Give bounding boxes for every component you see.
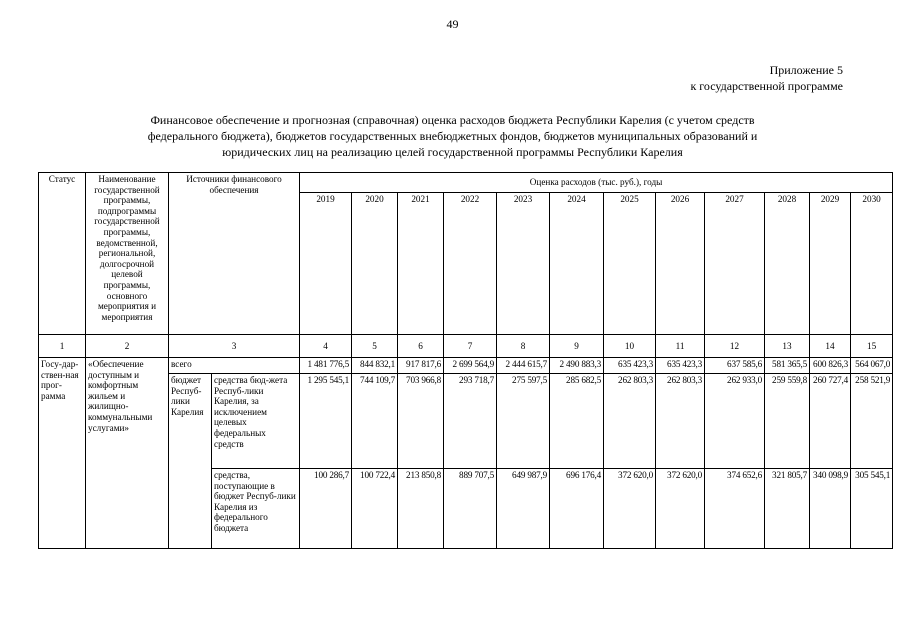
column-number-row xyxy=(39,335,893,358)
table-cell: 649 987,9 xyxy=(497,469,550,549)
table-cell: 100 286,7 xyxy=(300,469,352,549)
table-cell: 372 620,0 xyxy=(656,469,705,549)
table-cell: 321 805,7 xyxy=(765,469,810,549)
table-cell: 600 826,3 xyxy=(810,358,851,374)
table-cell: 889 707,5 xyxy=(444,469,497,549)
table-cell: 213 850,8 xyxy=(398,469,444,549)
table-cell: 285 682,5 xyxy=(550,374,604,469)
header-sources: Источники финансового обеспечения xyxy=(169,173,300,335)
year-2028: 2028 xyxy=(765,193,810,335)
table-cell: 258 521,9 xyxy=(851,374,893,469)
title-line-2: федерального бюджета), бюджетов государственных внебюджетных фондов, бюджетов муниципальных образований и xyxy=(147,129,758,143)
table-cell: 305 545,1 xyxy=(851,469,893,549)
header-estimate: Оценка расходов (тыс. руб.), годы xyxy=(300,173,893,193)
col-number: 9 xyxy=(550,335,604,358)
year-2024: 2024 xyxy=(550,193,604,335)
table-cell: 1 481 776,5 xyxy=(300,358,352,374)
table-cell: 564 067,0 xyxy=(851,358,893,374)
table-cell: 2 490 883,3 xyxy=(550,358,604,374)
table-cell: 262 803,3 xyxy=(656,374,705,469)
appendix-caption xyxy=(690,62,843,94)
year-2022: 2022 xyxy=(444,193,497,335)
table-cell: 2 444 615,7 xyxy=(497,358,550,374)
table-cell: 2 699 564,9 xyxy=(444,358,497,374)
table-cell: 635 423,3 xyxy=(656,358,705,374)
header-name: Наименование государственной программы, подпрограммы государственной программы, ведомственной, региональной, долгосрочной целевой программы, основного мероприятия и мероприятия xyxy=(86,173,169,335)
year-2027: 2027 xyxy=(705,193,765,335)
table-cell: 744 109,7 xyxy=(352,374,398,469)
table-row-total xyxy=(39,358,893,374)
document-title xyxy=(62,112,843,160)
col-number: 14 xyxy=(810,335,851,358)
header-status: Статус xyxy=(39,173,86,335)
table-cell: 340 098,9 xyxy=(810,469,851,549)
table-cell: 581 365,5 xyxy=(765,358,810,374)
table-cell: 275 597,5 xyxy=(497,374,550,469)
table-cell: 1 295 545,1 xyxy=(300,374,352,469)
table-cell: 262 803,3 xyxy=(604,374,656,469)
header-row xyxy=(39,173,893,193)
table-cell: 262 933,0 xyxy=(705,374,765,469)
own-funds-label: средства бюд-жета Респуб-лики Карелия, за исключением целевых федеральных средств xyxy=(212,374,300,469)
budget-label: бюджет Респуб-лики Карелия xyxy=(169,374,212,549)
table-cell: 259 559,8 xyxy=(765,374,810,469)
col-number: 11 xyxy=(656,335,705,358)
page-number: 49 xyxy=(446,17,459,31)
table-cell: 703 966,8 xyxy=(398,374,444,469)
col-number: 13 xyxy=(765,335,810,358)
year-2020: 2020 xyxy=(352,193,398,335)
program-name-cell: «Обеспечение доступным и комфортным жильем и жилищно-коммунальными услугами» xyxy=(86,358,169,549)
table-cell: 260 727,4 xyxy=(810,374,851,469)
year-2025: 2025 xyxy=(604,193,656,335)
table-cell: 372 620,0 xyxy=(604,469,656,549)
col-number: 5 xyxy=(352,335,398,358)
table-cell: 637 585,6 xyxy=(705,358,765,374)
year-2021: 2021 xyxy=(398,193,444,335)
year-2030: 2030 xyxy=(851,193,893,335)
col-number: 15 xyxy=(851,335,893,358)
table-cell: 635 423,3 xyxy=(604,358,656,374)
table-cell: 917 817,6 xyxy=(398,358,444,374)
col-number: 10 xyxy=(604,335,656,358)
year-2029: 2029 xyxy=(810,193,851,335)
table-cell: 100 722,4 xyxy=(352,469,398,549)
col-number: 4 xyxy=(300,335,352,358)
appendix-line-2: к государственной программе xyxy=(690,79,843,93)
total-label: всего xyxy=(169,358,300,374)
table-cell: 374 652,6 xyxy=(705,469,765,549)
federal-funds-label: средства, поступающие в бюджет Респуб-лики Карелия из федерального бюджета xyxy=(212,469,300,549)
year-2023: 2023 xyxy=(497,193,550,335)
status-cell: Госу-дар-ствен-ная прог-рамма xyxy=(39,358,86,549)
col-number: 2 xyxy=(86,335,169,358)
col-number: 12 xyxy=(705,335,765,358)
title-line-3: юридических лиц на реализацию целей государственной программы Республики Карелия xyxy=(222,145,683,159)
table-cell: 844 832,1 xyxy=(352,358,398,374)
year-2026: 2026 xyxy=(656,193,705,335)
appendix-line-1: Приложение 5 xyxy=(769,63,843,77)
col-number: 8 xyxy=(497,335,550,358)
finance-table xyxy=(38,172,893,549)
title-line-1: Финансовое обеспечение и прогнозная (справочная) оценка расходов бюджета Республики Карелия (с учетом средств xyxy=(150,113,755,127)
table-cell: 696 176,4 xyxy=(550,469,604,549)
col-number: 7 xyxy=(444,335,497,358)
year-2019: 2019 xyxy=(300,193,352,335)
col-number: 6 xyxy=(398,335,444,358)
col-number: 1 xyxy=(39,335,86,358)
table-cell: 293 718,7 xyxy=(444,374,497,469)
col-number: 3 xyxy=(169,335,300,358)
